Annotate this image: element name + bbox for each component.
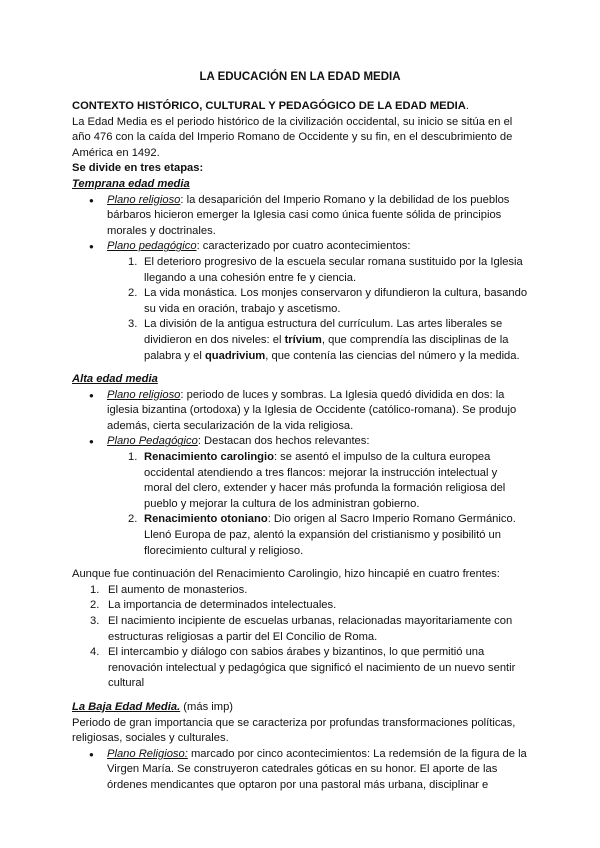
continuation-paragraph: Aunque fue continuación del Renacimiento Carolingio, hizo hincapié en cuatro frentes: — [72, 568, 500, 581]
list-item: 3. La división de la antigua estructura del currículum. Las artes liberales se dividieron en dos niveles: el trívium, que comprendía las disciplinas de la palabra y el quadrivium, que contenía las ciencias del número y la medida. — [128, 318, 520, 362]
list-item: 1. Renacimiento carolingio: se asentó el impulso de la cultura europea occidental atendiendo a tres flancos: mejorar la instrucción intelectual y moral del clero, extender y hacer más profunda la formación religiosa del pueblo y mejorar la cultura de los administran gobierno. — [128, 451, 506, 510]
context-heading: CONTEXTO HISTÓRICO, CULTURAL Y PEDAGÓGICO DE LA EDAD MEDIA. — [72, 100, 469, 112]
temprana-pedagogico-bullet: ● Plano pedagógico: caracterizado por cuatro acontecimientos: — [72, 239, 528, 255]
list-item: 1. El deterioro progresivo de la escuela secular romana sustituido por la Iglesia llegando a una cohesión entre fe y ciencia. — [128, 255, 523, 284]
stages-heading: Se divide en tres etapas: — [72, 162, 204, 175]
baja-religioso-bullet: ● Plano Religioso: marcado por cinco acontecimientos: La redemsión de la figura de la Virgen María. Se construyeron catedrales góticas en su honor. El aporte de las órdenes mendicantes que optaron por una pastoral más urbana, disciplinar e — [72, 747, 528, 794]
temprana-heading: Temprana edad media — [72, 177, 190, 190]
temprana-religioso-bullet: ● Plano religioso: la desaparición del Imperio Romano y la debilidad de los pueblos bárbaros hicieron emerger la Iglesia casi como única fuente sólida de principios morales y doctrinales. — [72, 193, 528, 240]
baja-heading: La Baja Edad Media. (más imp) — [72, 700, 234, 713]
list-item: 2. La importancia de determinados intelectuales. — [90, 599, 337, 612]
list-item: 2. Renacimiento otoniano: Dio origen al Sacro Imperio Romano Germánico. Llenó Europa de paz, alentó la expansión del cristianismo y posibilitó un florecimiento cultural y religioso. — [128, 513, 516, 557]
list-item: 3. El nacimiento incipiente de escuelas urbanas, relacionadas mayoritariamente con estructuras religiosas a partir del El Concilio de Roma. — [90, 615, 513, 643]
alta-religioso-bullet: ● Plano religioso: periodo de luces y sombras. La Iglesia quedó dividida en dos: la iglesia bizantina (ortodoxa) y la Iglesia de Occidente (católico-romana). Se produjo además, cierta secularización de la vida religiosa. — [72, 388, 528, 435]
document-title: LA EDUCACIÓN EN LA EDAD MEDIA — [199, 71, 401, 83]
list-item: 2. La vida monástica. Los monjes conservaron y difundieron la cultura, basando su vida en oración, trabajo y ascetismo. — [128, 287, 528, 315]
context-section — [72, 99, 528, 794]
alta-heading: Alta edad media — [72, 373, 158, 386]
list-item: 4. El intercambio y diálogo con sabios árabes y bizantinos, lo que permitió una renovación intelectual y pedagógica que significó el nacimiento de un nuevo sentir cultural — [90, 646, 516, 690]
intro-paragraph: La Edad Media es el periodo histórico de la civilización occidental, su inicio se sitúa en el año 476 con la caída del Imperio Romano de Occidente y su fin, en el descubrimiento de América en 1492. — [72, 115, 513, 159]
alta-pedagogico-bullet: ● Plano Pedagógico: Destacan dos hechos relevantes: — [72, 434, 528, 450]
list-item: 1. El aumento de monasterios. — [90, 583, 248, 596]
baja-intro: Periodo de gran importancia que se caracteriza por profundas transformaciones políticas, religiosas, sociales y culturales. — [72, 716, 516, 745]
